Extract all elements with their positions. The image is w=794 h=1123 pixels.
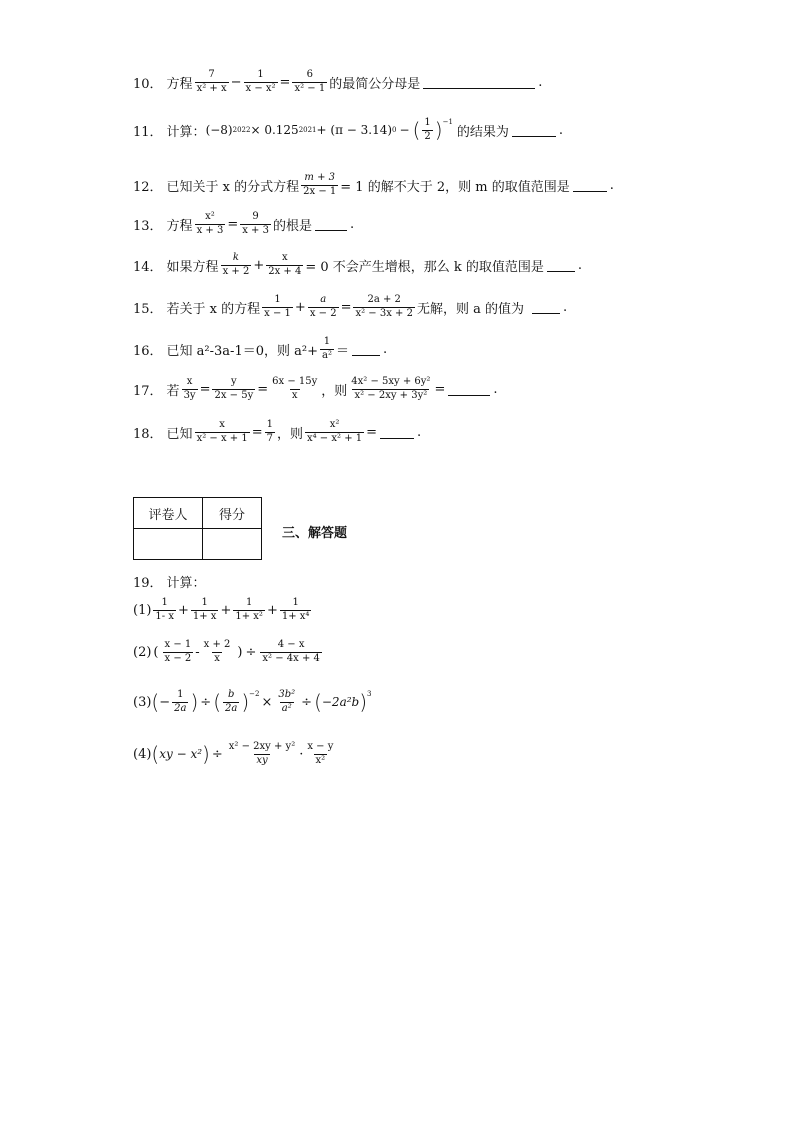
fraction: $\frac{b}{2a}$ [225, 689, 238, 714]
fraction: $\frac{y}{2x - 5y}$ [214, 376, 254, 401]
fraction: $\frac{1}{2}$ [424, 117, 431, 142]
question-text: ，则 [321, 383, 348, 399]
fraction: $\frac{1}{x - 1}$ [264, 294, 291, 319]
answer-blank[interactable] [532, 301, 560, 314]
fraction: $\frac{k}{x + 2}$ [222, 252, 250, 277]
answer-blank[interactable] [573, 179, 607, 192]
part-label: (1) [133, 602, 152, 618]
answer-blank[interactable] [423, 76, 535, 89]
operator: − [230, 74, 242, 90]
question-text: 方程 [166, 76, 193, 92]
section-title: 三、解答题 [282, 526, 348, 541]
fraction: $\frac{m + 3}{2x - 1}$ [303, 172, 337, 197]
fraction: $\frac{x - 1}{x - 2}$ [164, 639, 192, 664]
fraction: $\frac{1}{\text{1+ x²}}$ [235, 597, 263, 622]
fraction: $\frac{\text{3b²}}{\text{a²}}$ [278, 689, 296, 714]
score-cell[interactable] [203, 529, 262, 560]
operator: = [199, 381, 211, 397]
question-19-part-1: (1) $\frac{1}{1- x}$ + $\frac{1}{1+ x}$ + $\frac{1}{\text{1+ x²}}$ + $\frac{1}{\text{1+ x⁴}}$ [133, 597, 310, 622]
operator: = [340, 299, 352, 315]
fraction: $\frac{1}{1- x}$ [155, 597, 174, 622]
question-19-part-4: (4) ( xy − x² ) ÷ $\frac{\text{x² − 2xy + y²}}{xy}$ · $\frac{x - y}{\text{x²}}$ [133, 741, 334, 766]
question-text: 已知关于 x 的分式方程 [166, 179, 300, 195]
operator: = [366, 424, 378, 440]
fraction: $\frac{9}{x + 3}$ [242, 211, 269, 236]
fraction: $\frac{x + 2}{x}$ [203, 639, 231, 664]
question-10: 10． 方程 $\frac{7}{\text{x² + x}}$ − $\frac{1}{\text{x − x²}}$ = $\frac{6}{\text{x² − 1}}$ 的最简公分母是 . [133, 69, 543, 94]
fraction: $\frac{1}{\text{a²}}$ [321, 336, 332, 361]
question-text: 计算： [166, 576, 206, 591]
question-number: 19． [133, 576, 163, 591]
question-text: 如果方程 [166, 259, 219, 275]
question-number: 16． [133, 343, 163, 359]
question-text: 的根是 [272, 218, 312, 234]
operator: = [251, 424, 263, 440]
question-text: ，则 [276, 426, 303, 442]
fraction: $\frac{7}{\text{x² + x}}$ [196, 69, 227, 94]
score-table [133, 497, 262, 560]
fraction: $\frac{1}{7}$ [266, 419, 273, 444]
answer-blank[interactable] [380, 426, 414, 439]
question-15: 15． 若关于 x 的方程 $\frac{1}{x - 1}$ + $\frac{a}{x - 2}$ = $\frac{2a + 2}{\text{x² − 3x + 2}}$ 无解，则 a 的值为 . [133, 294, 568, 319]
fraction: $\frac{\text{4x² − 5xy + 6y²}}{\text{x² − 2xy + 3y²}}$ [351, 376, 431, 401]
question-text: = 1 的解不大于 2，则 m 的取值范围是 [340, 179, 570, 195]
fraction: $\frac{1}{\text{1+ x⁴}}$ [281, 597, 310, 622]
question-14: 14． 如果方程 $\frac{k}{x + 2}$ + $\frac{x}{2x + 4}$ = 0 不会产生增根，那么 k 的取值范围是 . [133, 252, 583, 277]
fraction: $\frac{6x - 15y}{x}$ [272, 376, 318, 401]
fraction: $\frac{x}{3y}$ [183, 376, 196, 401]
question-19-part-2: (2) ( $\frac{x - 1}{x - 2}$ - $\frac{x + 2}{x}$ ) ÷ $\frac{4 - x}{\text{x² − 4x + 4}}$ [133, 639, 320, 664]
part-label: (2) [133, 644, 152, 660]
question-text: 的最简公分母是 [329, 76, 421, 92]
question-text: 已知 [166, 426, 193, 442]
question-number: 17． [133, 383, 163, 399]
fraction: $\frac{1}{\text{x − x²}}$ [245, 69, 276, 94]
answer-blank[interactable] [352, 343, 380, 356]
fraction: $\frac{x}{2x + 4}$ [268, 252, 302, 277]
question-18: 18． 已知 $\frac{x}{\text{x² − x + 1}}$ = $\frac{1}{7}$ ，则 $\frac{\text{x²}}{\text{x⁴ − x² + 1}}$ = . [133, 419, 422, 444]
fraction: $\frac{4 - x}{\text{x² − 4x + 4}}$ [262, 639, 320, 664]
question-text: 计算： [166, 124, 206, 140]
fraction: $\frac{\text{x²}}{x + 3}$ [196, 211, 224, 236]
question-text: 的结果为 [456, 124, 509, 140]
fraction: $\frac{\text{x²}}{\text{x⁴ − x² + 1}}$ [306, 419, 363, 444]
fraction: $\frac{x}{\text{x² − x + 1}}$ [196, 419, 248, 444]
question-17: 17． 若 $\frac{x}{3y}$ = $\frac{y}{2x - 5y}$ = $\frac{6x - 15y}{x}$ ，则 $\frac{\text{4x² − 5xy + 6y²}}{\text{x² − 2xy + 3y²}}$ = . [133, 376, 498, 401]
question-16: 16． 已知 a²-3a-1＝0，则 a²+ $\frac{1}{\text{a²}}$ ＝ . [133, 336, 388, 361]
fraction: $\frac{a}{x - 2}$ [309, 294, 337, 319]
question-text: 若 [166, 383, 180, 399]
question-text: 无解，则 a 的值为 [416, 301, 524, 317]
question-text: 若关于 x 的方程 [166, 301, 261, 317]
question-19-part-3: (3) ( − $\frac{1}{2a}$ ) ÷ ( $\frac{b}{2a}$ ) $^{-2}$ × $\frac{\text{3b²}}{\text{a²}}$ ÷ ( −2a²b ) $^3$ [133, 689, 372, 714]
question-text: 已知 a²-3a-1＝0，则 a²+ [166, 343, 318, 359]
question-11: 11． 计算： (−8) 2022 × 0.125 2021 + (π − 3.14) 0 − ( $\frac{1}{2}$ ) $^{-1}$ 的结果为 . [133, 117, 564, 142]
operator: = [279, 74, 291, 90]
answer-blank[interactable] [547, 259, 575, 272]
question-number: 10． [133, 76, 163, 92]
question-number: 11． [133, 124, 163, 140]
question-number: 12． [133, 179, 163, 195]
operator: + [253, 257, 265, 273]
fraction: $\frac{2a + 2}{\text{x² − 3x + 2}}$ [355, 294, 413, 319]
question-text: = 0 不会产生增根，那么 k 的取值范围是 [305, 259, 544, 275]
operator: = [257, 381, 269, 397]
part-label: (4) [133, 746, 152, 762]
fraction: $\frac{1}{2a}$ [174, 689, 187, 714]
question-number: 15． [133, 301, 163, 317]
question-text: 方程 [166, 218, 193, 234]
answer-blank[interactable] [512, 124, 556, 137]
part-label: (3) [133, 694, 152, 710]
grader-cell[interactable] [134, 529, 203, 560]
question-19-title [133, 572, 206, 591]
question-number: 13． [133, 218, 163, 234]
question-text: ＝ [335, 343, 349, 359]
grader-header: 评卷人 [134, 498, 203, 529]
fraction: $\frac{\text{x² − 2xy + y²}}{xy}$ [228, 741, 296, 766]
fraction: $\frac{x - y}{\text{x²}}$ [307, 741, 334, 766]
question-13: 13． 方程 $\frac{\text{x²}}{x + 3}$ = $\frac{9}{x + 3}$ 的根是 . [133, 211, 355, 236]
operator: = [434, 381, 446, 397]
fraction: $\frac{1}{1+ x}$ [192, 597, 217, 622]
question-12: 12． 已知关于 x 的分式方程 $\frac{m + 3}{2x - 1}$ = 1 的解不大于 2，则 m 的取值范围是 . [133, 172, 614, 197]
operator: + [294, 299, 306, 315]
score-header: 得分 [203, 498, 262, 529]
operator: = [227, 216, 239, 232]
answer-blank[interactable] [448, 383, 490, 396]
question-number: 18． [133, 426, 163, 442]
fraction: $\frac{6}{\text{x² − 1}}$ [294, 69, 326, 94]
question-number: 14． [133, 259, 163, 275]
answer-blank[interactable] [315, 218, 347, 231]
